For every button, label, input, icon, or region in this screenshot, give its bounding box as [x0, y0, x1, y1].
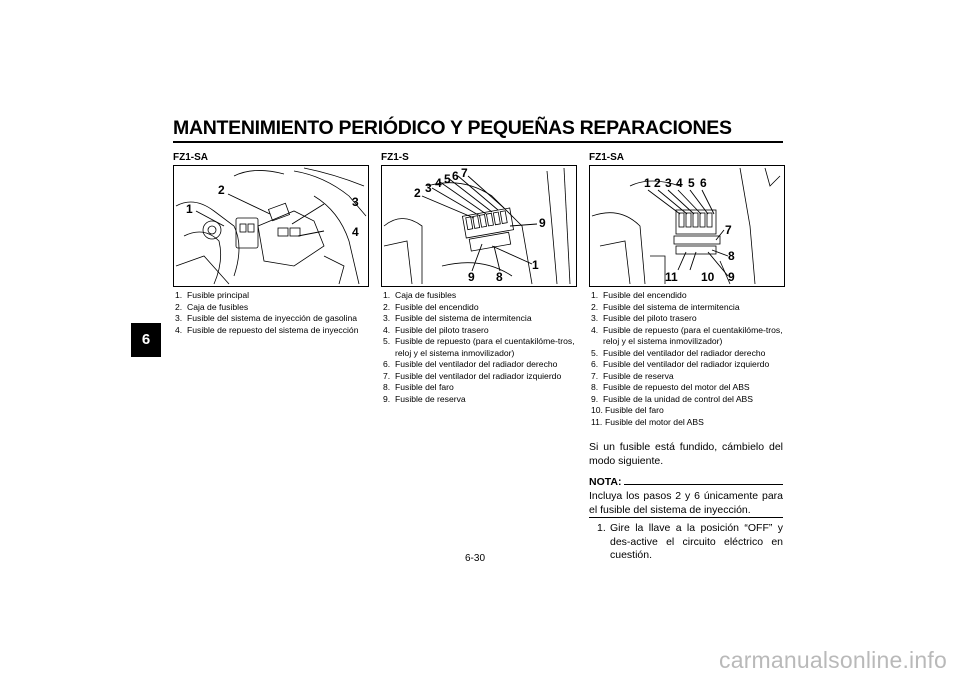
fig3-callout-9: 9 — [728, 270, 735, 284]
fig3-callout-6: 6 — [700, 176, 707, 190]
nota-heading — [589, 476, 783, 488]
step-text: Gire la llave a la posición “OFF” y des-active el circuito eléctrico en cuestión. — [610, 522, 783, 561]
legend-item: 2. Fusible del encendido — [383, 301, 479, 312]
legend-item: 4. Fusible de repuesto (para el cuentakilóme-tros, reloj y el sistema inmovilizador) — [591, 324, 783, 346]
legend-item: 7. Fusible del ventilador del radiador izquierdo — [383, 370, 562, 381]
section-2-label: FZ1-S — [381, 152, 409, 163]
fig2-callout-7: 7 — [461, 166, 468, 180]
fig1-callout-1: 1 — [186, 202, 193, 216]
fig2-callout-5: 5 — [444, 172, 451, 186]
watermark: carmanualsonline.info — [719, 647, 947, 673]
legend-item: 7. Fusible de reserva — [591, 370, 674, 381]
fig2-callout-9a: 9 — [539, 216, 546, 230]
page-title: MANTENIMIENTO PERIÓDICO Y PEQUEÑAS REPARACIONES — [173, 117, 732, 139]
nota-text: Incluya los pasos 2 y 6 únicamente para el fusible del sistema de inyección. — [589, 490, 783, 516]
legend-item: 8. Fusible del faro — [383, 382, 454, 392]
figure-3 — [589, 165, 785, 287]
legend-item: 9. Fusible de la unidad de control del ABS — [591, 393, 754, 404]
section-1-label: FZ1-SA — [173, 152, 208, 163]
fig2-callout-2: 2 — [414, 186, 421, 200]
legend-item: 1. Fusible del encendido — [591, 290, 687, 300]
legend-item: 6. Fusible del ventilador del radiador derecho — [383, 359, 558, 369]
legend-item: 6. Fusible del ventilador del radiador izquierdo — [591, 359, 770, 369]
fig3-callout-11: 11 — [665, 270, 678, 284]
figure-2 — [381, 165, 577, 287]
fig2-callout-8: 8 — [496, 270, 503, 284]
header-rule — [173, 141, 783, 143]
legend-item: 3. Fusible del piloto trasero — [591, 313, 697, 323]
nota-label: NOTA: — [589, 476, 622, 488]
instruction-paragraph: Si un fusible está fundido, cámbielo del modo siguiente. — [589, 441, 783, 467]
fig3-callout-5: 5 — [688, 176, 695, 190]
legend-item: 11. Fusible del motor del ABS — [591, 416, 704, 427]
figure-1-drawing — [174, 166, 368, 286]
fig2-callout-1: 1 — [532, 258, 539, 272]
fig3-callout-1: 1 — [644, 176, 651, 190]
legend-item: 4. Fusible del piloto trasero — [383, 324, 489, 335]
fig3-callout-10: 10 — [701, 270, 715, 284]
legend-2 — [383, 290, 581, 405]
fig2-callout-6: 6 — [452, 169, 459, 183]
legend-3 — [591, 290, 783, 428]
legend-item: 3. Fusible del sistema de intermitencia — [383, 313, 532, 323]
legend-item: 2. Caja de fusibles — [175, 301, 249, 312]
nota-rule — [624, 484, 783, 485]
chapter-tab: 6 — [131, 323, 161, 357]
fig2-callout-3: 3 — [425, 181, 432, 195]
nota-end-rule — [589, 517, 783, 518]
fig1-callout-2: 2 — [218, 183, 225, 197]
legend-item: 10. Fusible del faro — [591, 405, 664, 415]
legend-item: 1. Fusible principal — [175, 290, 250, 300]
legend-item: 2. Fusible del sistema de intermitencia — [591, 301, 740, 312]
step-number: 1. — [597, 522, 606, 534]
figure-2-drawing — [382, 166, 576, 286]
fig2-callout-4: 4 — [435, 176, 442, 190]
legend-item: 1. Caja de fusibles — [383, 290, 457, 300]
fig3-callout-7: 7 — [725, 223, 732, 237]
step-1 — [597, 522, 783, 563]
fig3-callout-4: 4 — [676, 176, 683, 190]
fig2-callout-9b: 9 — [468, 270, 475, 284]
figure-1 — [173, 165, 369, 287]
fig3-callout-2: 2 — [654, 176, 661, 190]
fig3-callout-8: 8 — [728, 249, 735, 263]
legend-1 — [175, 290, 375, 336]
fig1-callout-4: 4 — [352, 225, 359, 239]
legend-item: 5. Fusible del ventilador del radiador derecho — [591, 347, 766, 358]
page-number: 6-30 — [465, 553, 486, 564]
legend-item: 9. Fusible de reserva — [383, 393, 466, 404]
legend-item: 4. Fusible de repuesto del sistema de inyección — [175, 324, 359, 335]
section-3-label: FZ1-SA — [589, 152, 624, 163]
fig1-callout-3: 3 — [352, 195, 359, 209]
figure-3-drawing — [590, 166, 784, 286]
fig3-callout-3: 3 — [665, 176, 672, 190]
legend-item: 5. Fusible de repuesto (para el cuentakilóme-tros, reloj y el sistema inmovilizador) — [383, 336, 575, 358]
legend-item: 8. Fusible de repuesto del motor del ABS — [591, 382, 750, 392]
legend-item: 3. Fusible del sistema de inyección de gasolina — [175, 313, 358, 323]
